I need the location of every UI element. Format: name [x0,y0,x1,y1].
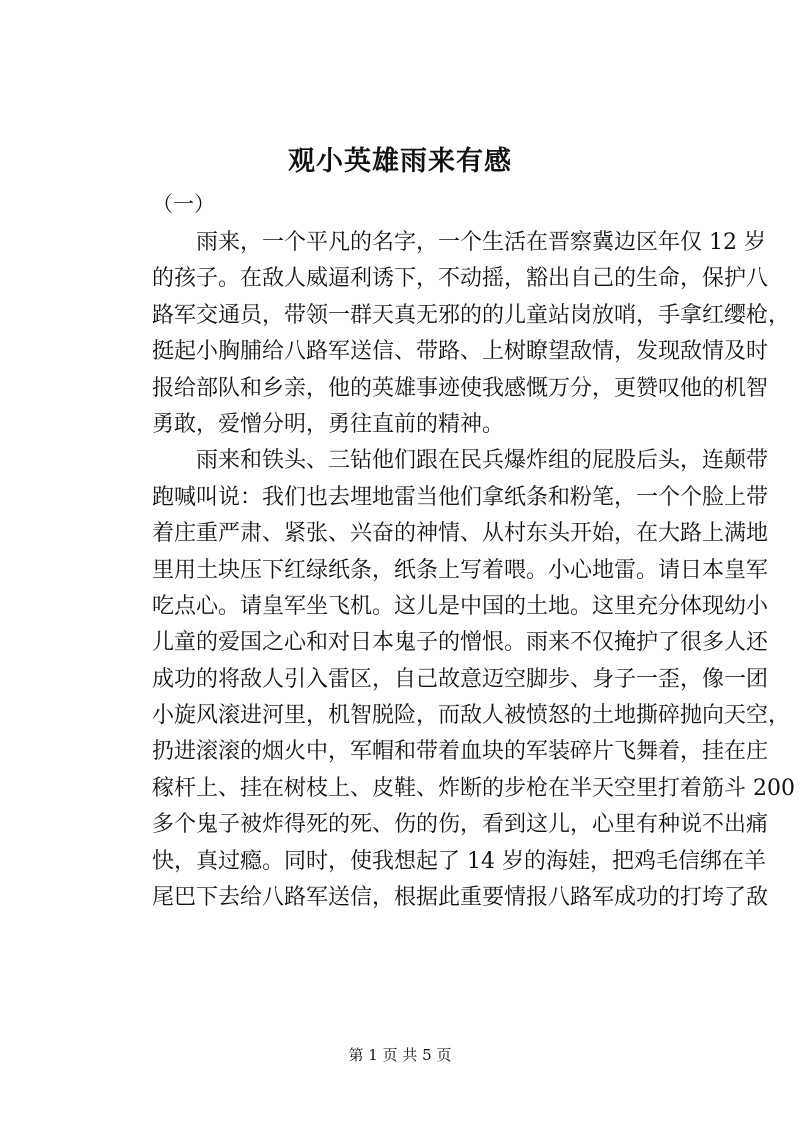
paragraph-line: 多个鬼子被炸得死的死、伤的伤，看到这儿，心里有种说不出痛 [152,812,769,838]
paragraph-line: 快，真过瘾。同时，使我想起了 14 岁的海娃，把鸡毛信绑在羊 [152,848,766,874]
paragraph-line: 小旋风滚进河里，机智脱险，而敌人被愤怒的土地撕碎抛向天空， [152,703,791,729]
page-number-footer: 第 1 页 共 5 页 [348,1046,452,1064]
paragraph-line: 雨来，一个平凡的名字，一个生活在晋察冀边区年仅 12 岁 [196,230,766,255]
paragraph-line: 雨来和铁头、三钻他们跟在民兵爆炸组的屁股后头，连颠带 [196,448,769,474]
paragraph-line: 路军交通员，带领一群天真无邪的的儿童站岗放哨，手拿红缨枪， [152,302,791,328]
paragraph-line: 着庄重严肃、紧张、兴奋的神情、从村东头开始，在大路上满地 [152,521,769,547]
paragraph-line: 成功的将敌人引入雷区，自己故意迈空脚步、身子一歪，像一团 [152,666,769,692]
paragraph-line: 儿童的爱国之心和对日本鬼子的憎恨。雨来不仅掩护了很多人还 [152,630,769,656]
paragraph-2 [108,443,795,916]
paragraph-line: 扔进滚滚的烟火中，军帽和带着血块的军装碎片飞舞着，挂在庄 [152,739,769,765]
paragraph-line: 勇敢，爱憎分明，勇往直前的精神。 [152,411,505,437]
section-marker: （一） [152,192,215,216]
paragraph-line: 里用土块压下红绿纸条，纸条上写着喂。小心地雷。请日本皇军 [152,557,769,583]
paragraph-line: 跑喊叫说：我们也去埋地雷当他们拿纸条和粉笔，一个个脸上带 [152,484,769,510]
paragraph-line: 挺起小胸脯给八路军送信、带路、上树瞭望敌情，发现敌情及时 [152,339,769,365]
paragraph-line: 吃点心。请皇军坐飞机。这儿是中国的土地。这里充分体现幼小 [152,593,769,619]
paragraph-line: 报给部队和乡亲，他的英雄事迹使我感慨万分，更赞叹他的机智 [152,375,769,401]
paragraph-line: 的孩子。在敌人威逼利诱下，不动摇，豁出自己的生命，保护八 [152,266,769,292]
paragraph-1 [108,225,791,443]
paragraph-line: 尾巴下去给八路军送信，根据此重要情报八路军成功的打垮了敌 [152,885,769,911]
paragraph-line: 稼杆上、挂在树枝上、皮鞋、炸断的步枪在半天空里打着筋斗 200 [152,775,795,801]
document-body [108,225,795,916]
document-title: 观小英雄雨来有感 [288,146,512,177]
